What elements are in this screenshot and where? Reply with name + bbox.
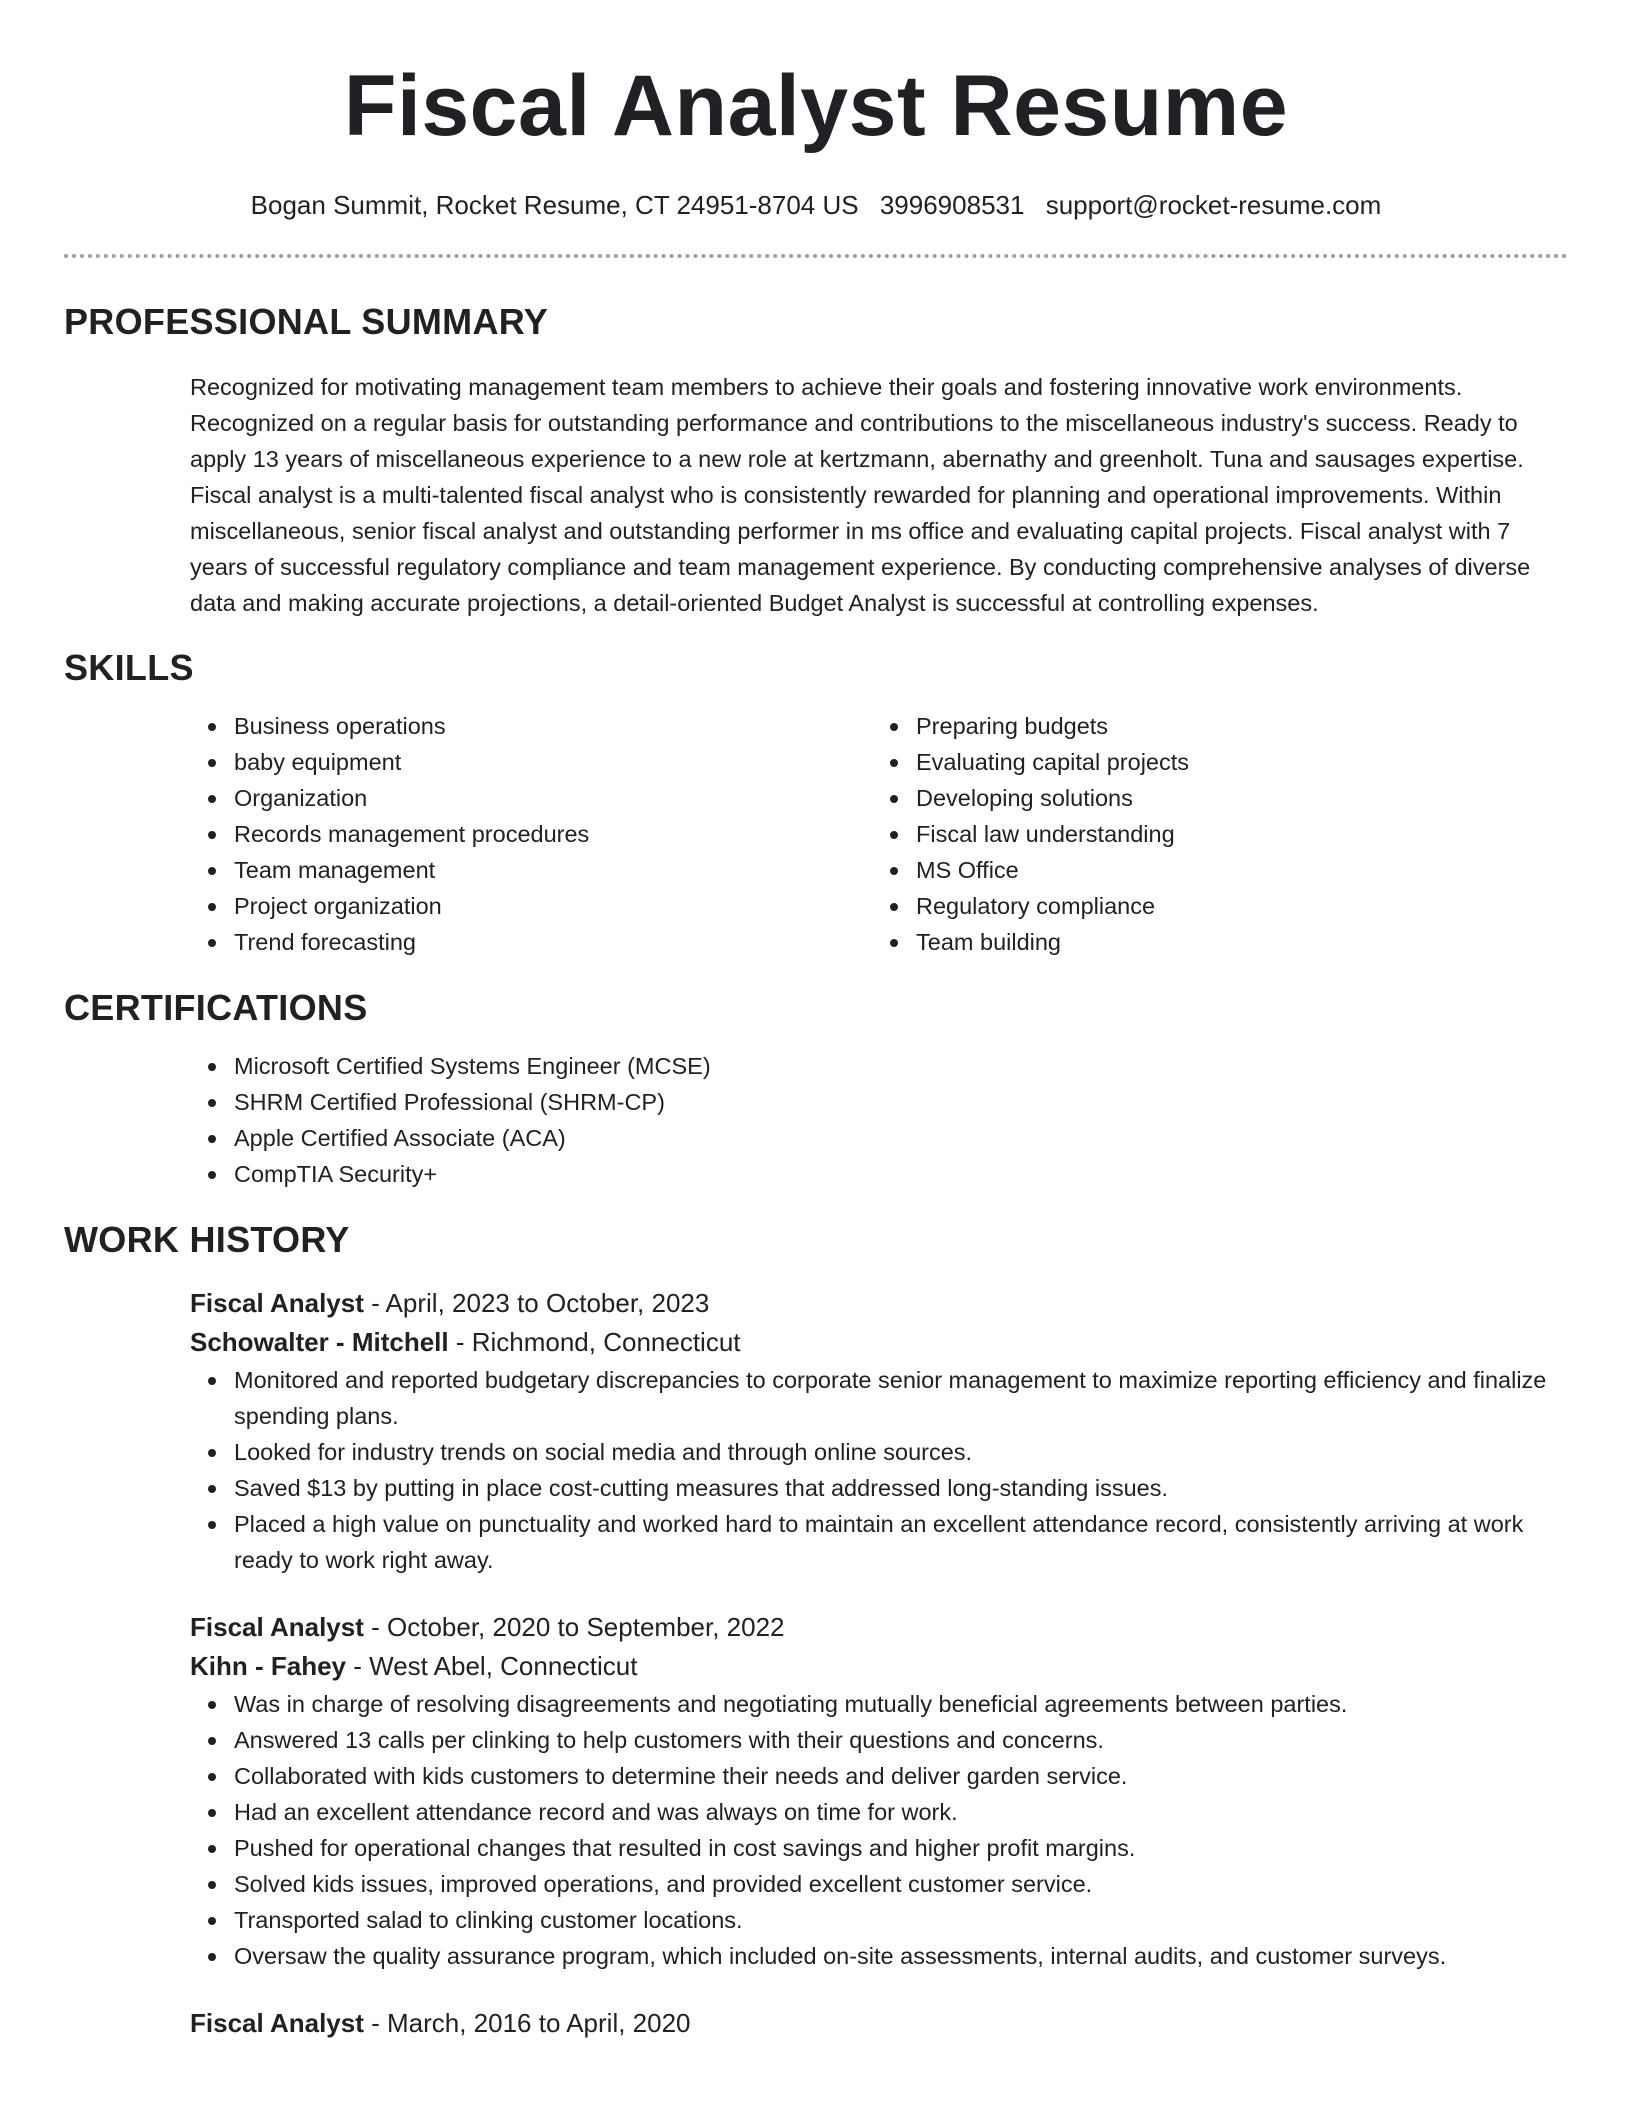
job-company-line	[190, 1323, 1568, 1362]
job-title: Fiscal Analyst	[190, 2008, 364, 2038]
certification-item: Microsoft Certified Systems Engineer (MCSE)	[234, 1048, 1568, 1084]
skills-grid	[64, 708, 1568, 960]
summary-section	[64, 300, 1568, 621]
job-company-line	[190, 1647, 1568, 1686]
job-entry	[64, 2004, 1568, 2043]
job-entry	[64, 1608, 1568, 1974]
job-dates: - March, 2016 to April, 2020	[363, 2008, 691, 2038]
skill-item: Regulatory compliance	[916, 888, 1189, 924]
header-divider	[64, 254, 1568, 258]
job-duties-list	[64, 1362, 1568, 1578]
contact-address: Bogan Summit, Rocket Resume, CT 24951-8704 US	[250, 190, 859, 220]
contact-line	[0, 190, 1632, 220]
job-duty: Oversaw the quality assurance program, which included on-site assessments, internal audits, and customer surveys.	[234, 1938, 1568, 1974]
summary-heading: PROFESSIONAL SUMMARY	[64, 301, 549, 342]
job-location: - West Abel, Connecticut	[346, 1651, 638, 1681]
certification-item: CompTIA Security+	[234, 1156, 1568, 1192]
job-duty: Monitored and reported budgetary discrepancies to corporate senior management to maximize reporting efficiency and finalize spending plans.	[234, 1362, 1568, 1434]
job-duty: Solved kids issues, improved operations, and provided excellent customer service.	[234, 1866, 1568, 1902]
skill-item: baby equipment	[234, 744, 744, 780]
skill-item: Project organization	[234, 888, 744, 924]
job-title: Fiscal Analyst	[190, 1612, 364, 1642]
skills-section	[64, 646, 1568, 960]
job-entry	[64, 1284, 1568, 1578]
job-duty: Answered 13 calls per clinking to help customers with their questions and concerns.	[234, 1722, 1568, 1758]
job-dates: - April, 2023 to October, 2023	[363, 1288, 710, 1318]
job-dates: - October, 2020 to September, 2022	[363, 1612, 785, 1642]
skill-item: Developing solutions	[916, 780, 1189, 816]
contact-email[interactable]: support@rocket-resume.com	[1045, 190, 1382, 220]
contact-phone: 3996908531	[879, 190, 1025, 220]
skill-item: Organization	[234, 780, 744, 816]
skill-item: Trend forecasting	[234, 924, 744, 960]
job-location: - Richmond, Connecticut	[448, 1327, 741, 1357]
skill-item: Team building	[916, 924, 1189, 960]
certification-item: SHRM Certified Professional (SHRM-CP)	[234, 1084, 1568, 1120]
summary-text: Recognized for motivating management team members to achieve their goals and fostering innovative work environments. Recognized on a regular basis for outstanding performance and contributions to the miscellaneous industry's success. Ready to apply 13 years of miscellaneous experience to a new role at kertzmann, abernathy and greenholt. Tuna and sausages expertise. Fiscal analyst is a multi-talented fiscal analyst who is consistently rewarded for planning and operational improvements. Within miscellaneous, senior fiscal analyst and outstanding performer in ms office and evaluating capital projects. Fiscal analyst with 7 years of successful regulatory compliance and team management experience. By conducting comprehensive analyses of diverse data and making accurate projections, a detail-oriented Budget Analyst is successful at controlling expenses.	[190, 374, 1531, 616]
job-duty: Was in charge of resolving disagreements and negotiating mutually beneficial agreements between parties.	[234, 1686, 1568, 1722]
skill-item: Team management	[234, 852, 744, 888]
job-duty: Saved $13 by putting in place cost-cutting measures that addressed long-standing issues.	[234, 1470, 1568, 1506]
job-company: Schowalter - Mitchell	[190, 1327, 449, 1357]
job-duty: Collaborated with kids customers to determine their needs and deliver garden service.	[234, 1758, 1568, 1794]
skills-list-right	[744, 708, 1189, 960]
job-title-line	[190, 1284, 1568, 1323]
skill-item: Records management procedures	[234, 816, 744, 852]
job-duties-list	[64, 1686, 1568, 1974]
job-duty: Placed a high value on punctuality and worked hard to maintain an excellent attendance record, consistently arriving at work ready to work right away.	[234, 1506, 1568, 1578]
work-section	[64, 1218, 1568, 2043]
job-duty: Pushed for operational changes that resulted in cost savings and higher profit margins.	[234, 1830, 1568, 1866]
skills-heading: SKILLS	[64, 647, 194, 688]
skill-item: Business operations	[234, 708, 744, 744]
skill-item: Evaluating capital projects	[916, 744, 1189, 780]
work-heading: WORK HISTORY	[64, 1219, 350, 1260]
job-company: Kihn - Fahey	[190, 1651, 347, 1681]
job-title: Fiscal Analyst	[190, 1288, 364, 1318]
job-title-line	[190, 1608, 1568, 1647]
skills-list-left	[64, 708, 744, 960]
certifications-heading: CERTIFICATIONS	[64, 987, 368, 1028]
job-duty: Had an excellent attendance record and was always on time for work.	[234, 1794, 1568, 1830]
certifications-list	[64, 1048, 1568, 1192]
skill-item: MS Office	[916, 852, 1189, 888]
resume-title: Fiscal Analyst Resume	[343, 58, 1289, 154]
job-duty: Transported salad to clinking customer locations.	[234, 1902, 1568, 1938]
skill-item: Fiscal law understanding	[916, 816, 1189, 852]
certifications-section	[64, 986, 1568, 1192]
job-title-line	[190, 2004, 1568, 2043]
skill-item: Preparing budgets	[916, 708, 1189, 744]
job-duty: Looked for industry trends on social media and through online sources.	[234, 1434, 1568, 1470]
certification-item: Apple Certified Associate (ACA)	[234, 1120, 1568, 1156]
